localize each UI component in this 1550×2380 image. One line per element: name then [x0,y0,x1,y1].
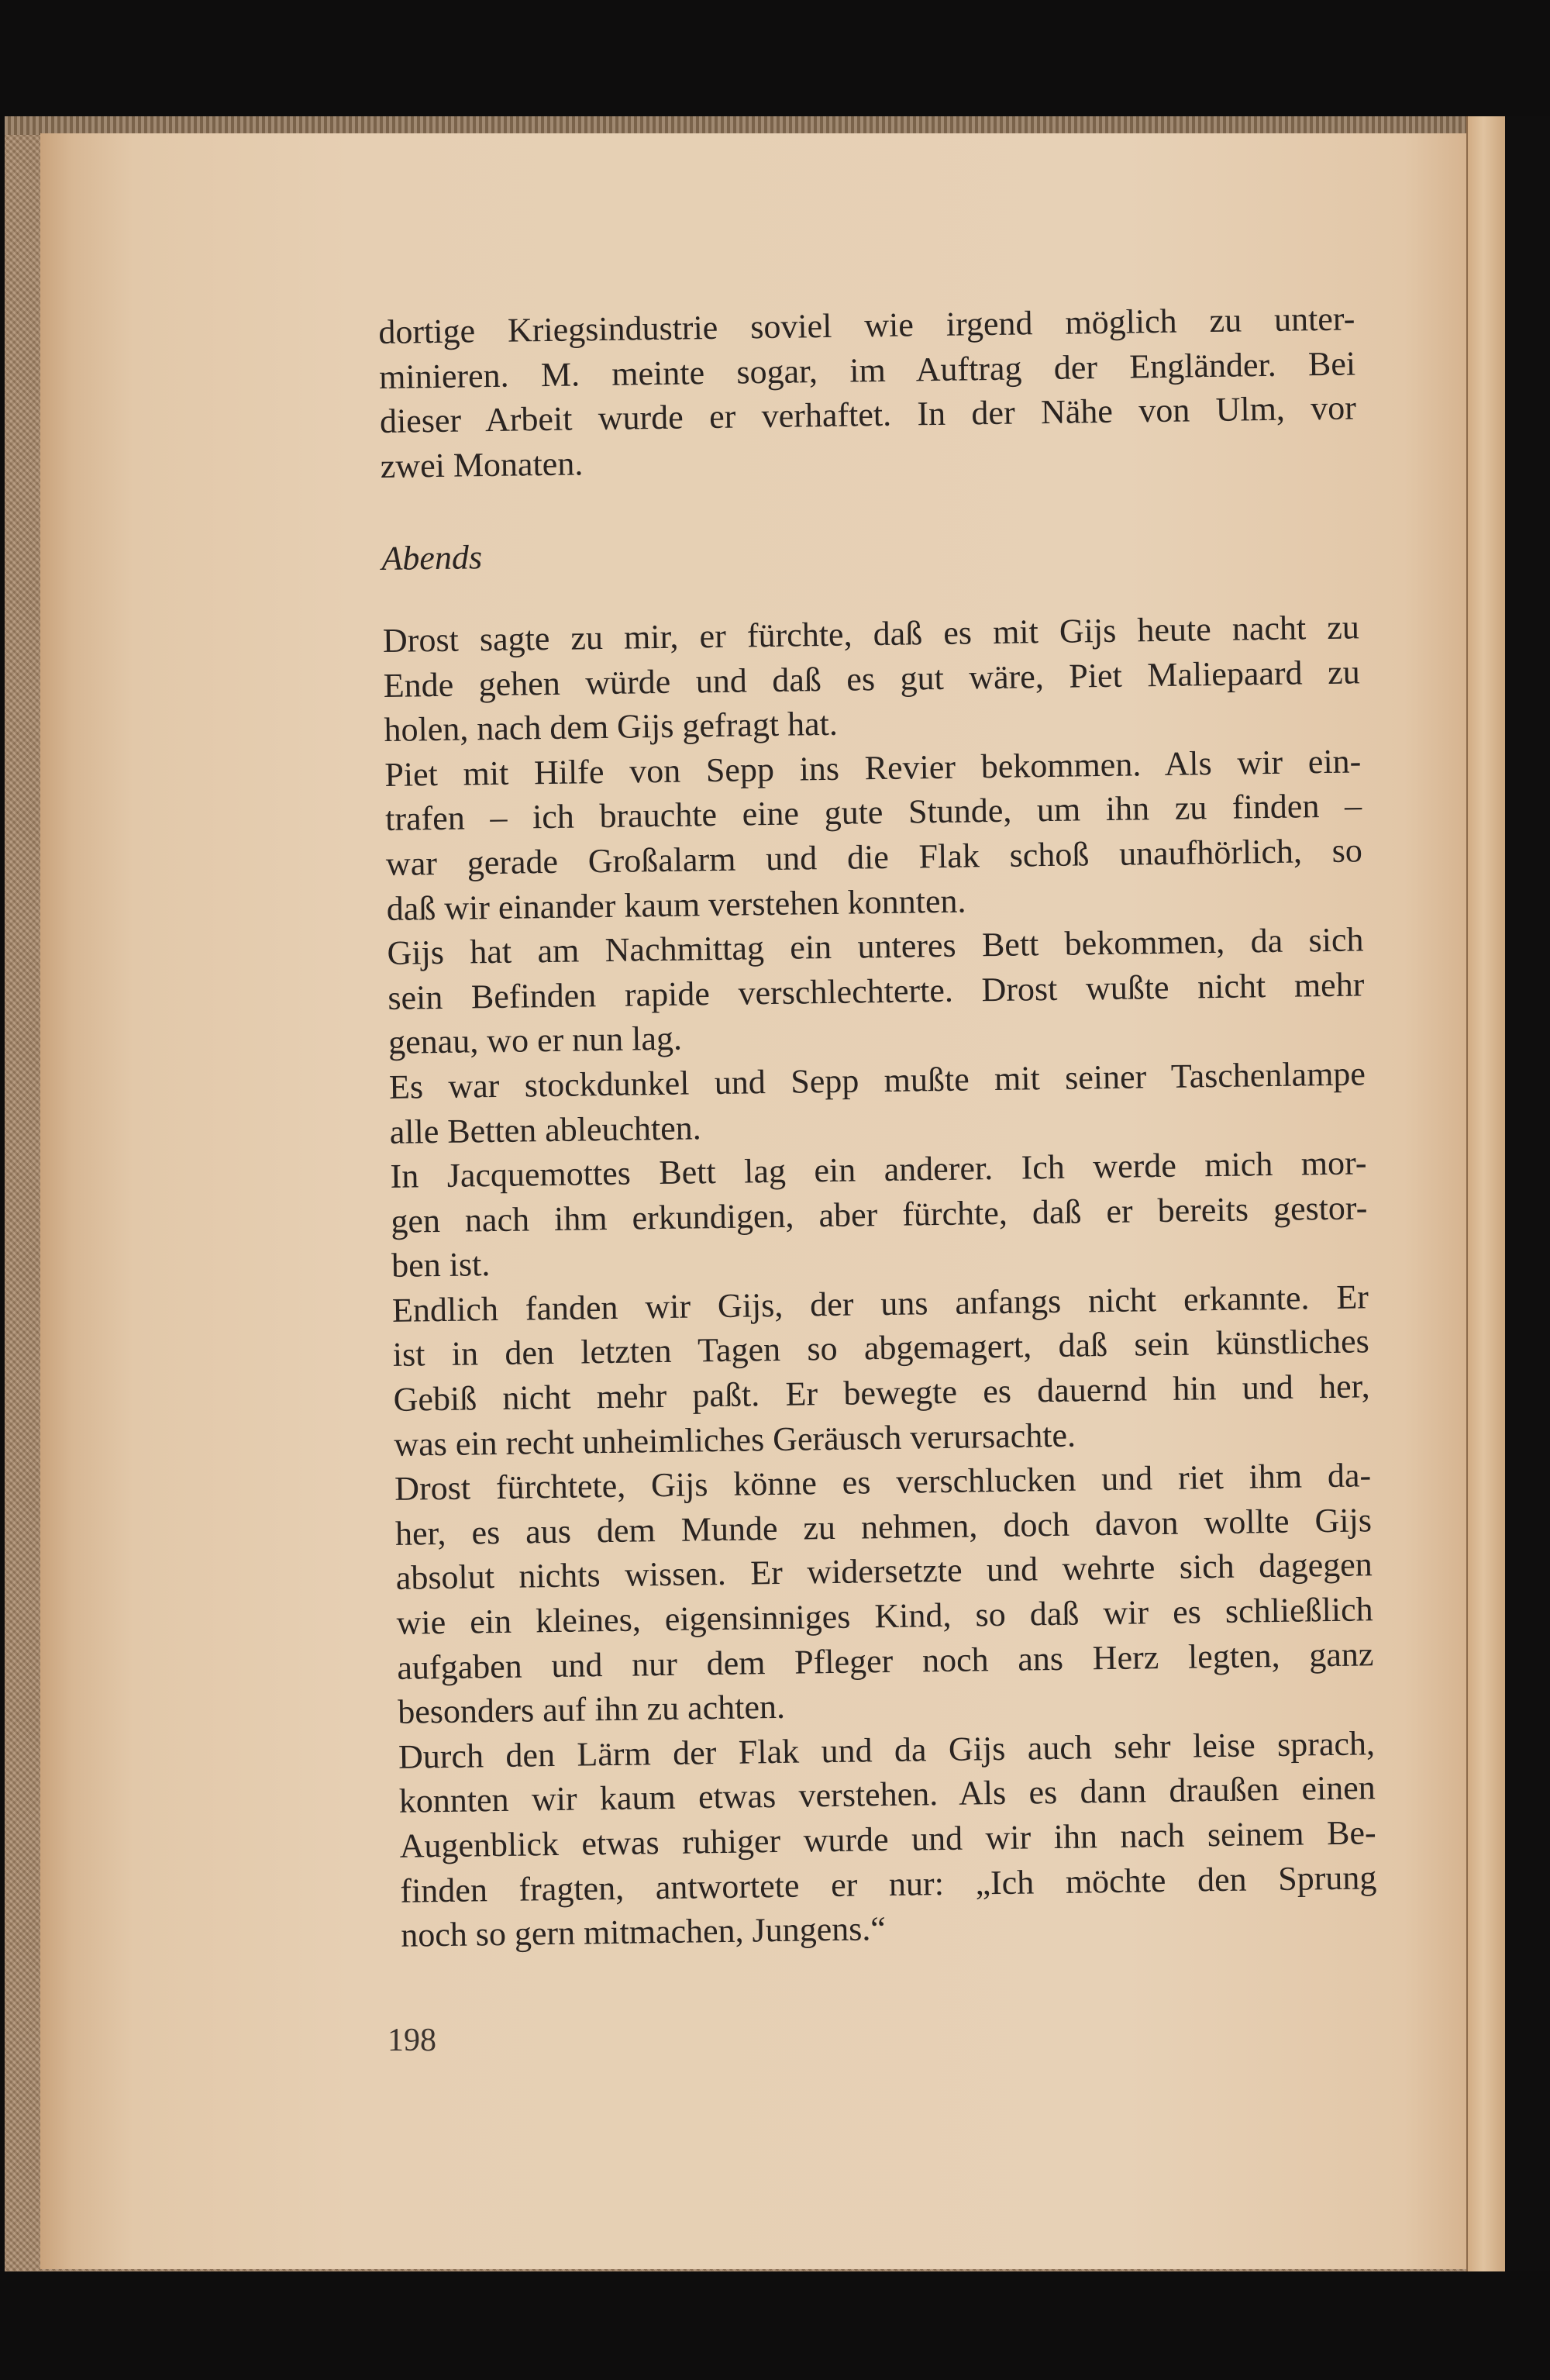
text-line: Ende gehen würde und daß es gut wäre, Piet Maliepaard zu [383,652,1360,705]
text-line: holen, nach dem Gijs gefragt hat. [384,704,839,750]
text-line: konnten wir kaum etwas verstehen. Als es dann draußen einen [398,1768,1376,1821]
paragraph [383,605,1361,752]
text-line: ben ist. [391,1245,491,1285]
text-line: ist in den letzten Tagen so abgemagert, daß sein künstliches [392,1322,1370,1375]
text-line: genau, wo er nun lag. [388,1019,683,1062]
text-line: wie ein kleines, eigensinniges Kind, so daß wir es schließlich [396,1590,1373,1642]
text-line: was ein recht unheimliches Geräusch verursachte. [394,1416,1076,1464]
paragraph [387,917,1365,1064]
text-line: Gijs hat am Nachmittag ein unteres Bett bekommen, da sich [387,920,1364,973]
text-line: Drost sagte zu mir, er fürchte, daß es mit Gijs heute nacht zu [382,608,1360,660]
text-line: her, es aus dem Munde zu nehmen, doch davon wollte Gijs [394,1501,1373,1553]
text-line: dieser Arbeit wurde er verhaftet. In der Nähe von Ulm, vor [379,388,1357,441]
text-line: war gerade Großalarm und die Flak schoß unaufhörlich, so [385,831,1363,883]
book-cloth-top-edge [5,116,1505,135]
text-line: Es war stockdunkel und Sepp mußte mit seiner Taschenlampe [388,1054,1366,1106]
text-line: Durch den Lärm der Flak und da Gijs auch sehr leise sprach, [398,1724,1376,1776]
text-line: zwei Monaten. [380,444,584,485]
paragraph [389,1051,1366,1154]
page-edge-right [1466,116,1507,2271]
page-text [378,296,1378,1957]
text-line: minieren. M. meinte sogar, im Auftrag der Engländer. Bei [378,343,1356,396]
paragraph [392,1275,1371,1467]
section-heading: Abends [381,538,483,578]
text-line: In Jacquemottes Bett lag ein anderer. Ich werde mich mor- [390,1143,1367,1195]
text-line: dortige Kriegsindustrie soviel wie irgend möglich zu unter- [378,299,1355,351]
paragraph [390,1140,1368,1288]
text-line: Endlich fanden wir Gijs, der uns anfangs nicht erkannte. Er [391,1278,1369,1330]
paragraph [384,739,1363,931]
text-line: sein Befinden rapide verschlechterte. Drost wußte nicht mehr [388,965,1365,1017]
paragraph-intro [378,296,1357,488]
paragraph [398,1721,1378,1958]
text-line: Augenblick etwas ruhiger wurde und wir ihn nach seinem Be- [399,1813,1376,1865]
text-line: trafen – ich brauchte eine gute Stunde, um ihn zu finden – [384,786,1362,839]
text-line: noch so gern mitmachen, Jungens.“ [400,1909,887,1954]
text-line: alle Betten ableuchten. [389,1108,702,1151]
text-line: absolut nichts wissen. Er widersetzte und wehrte sich dagegen [395,1545,1373,1598]
text-line: aufgaben und nur dem Pfleger noch ans Herz legten, ganz [397,1634,1374,1687]
text-line: Gebiß nicht mehr paßt. Er bewegte es dauernd hin und her, [393,1367,1370,1419]
text-line: finden fragten, antwortete er nur: „Ich möchte den Sprung [400,1857,1377,1910]
text-line: besonders auf ihn zu achten. [397,1688,786,1732]
page-number: 198 [388,2023,436,2058]
text-line: daß wir einander kaum verstehen konnten. [386,881,966,928]
text-line: Drost fürchtete, Gijs könne es verschlucken und riet ihm da- [394,1456,1372,1509]
text-line: Piet mit Hilfe von Sepp ins Revier bekommen. Als wir ein- [384,742,1362,794]
paragraph [394,1454,1375,1735]
text-line: gen nach ihm erkundigen, aber fürchte, daß er bereits gestor- [391,1188,1368,1240]
dark-background-right [1505,116,1550,2271]
